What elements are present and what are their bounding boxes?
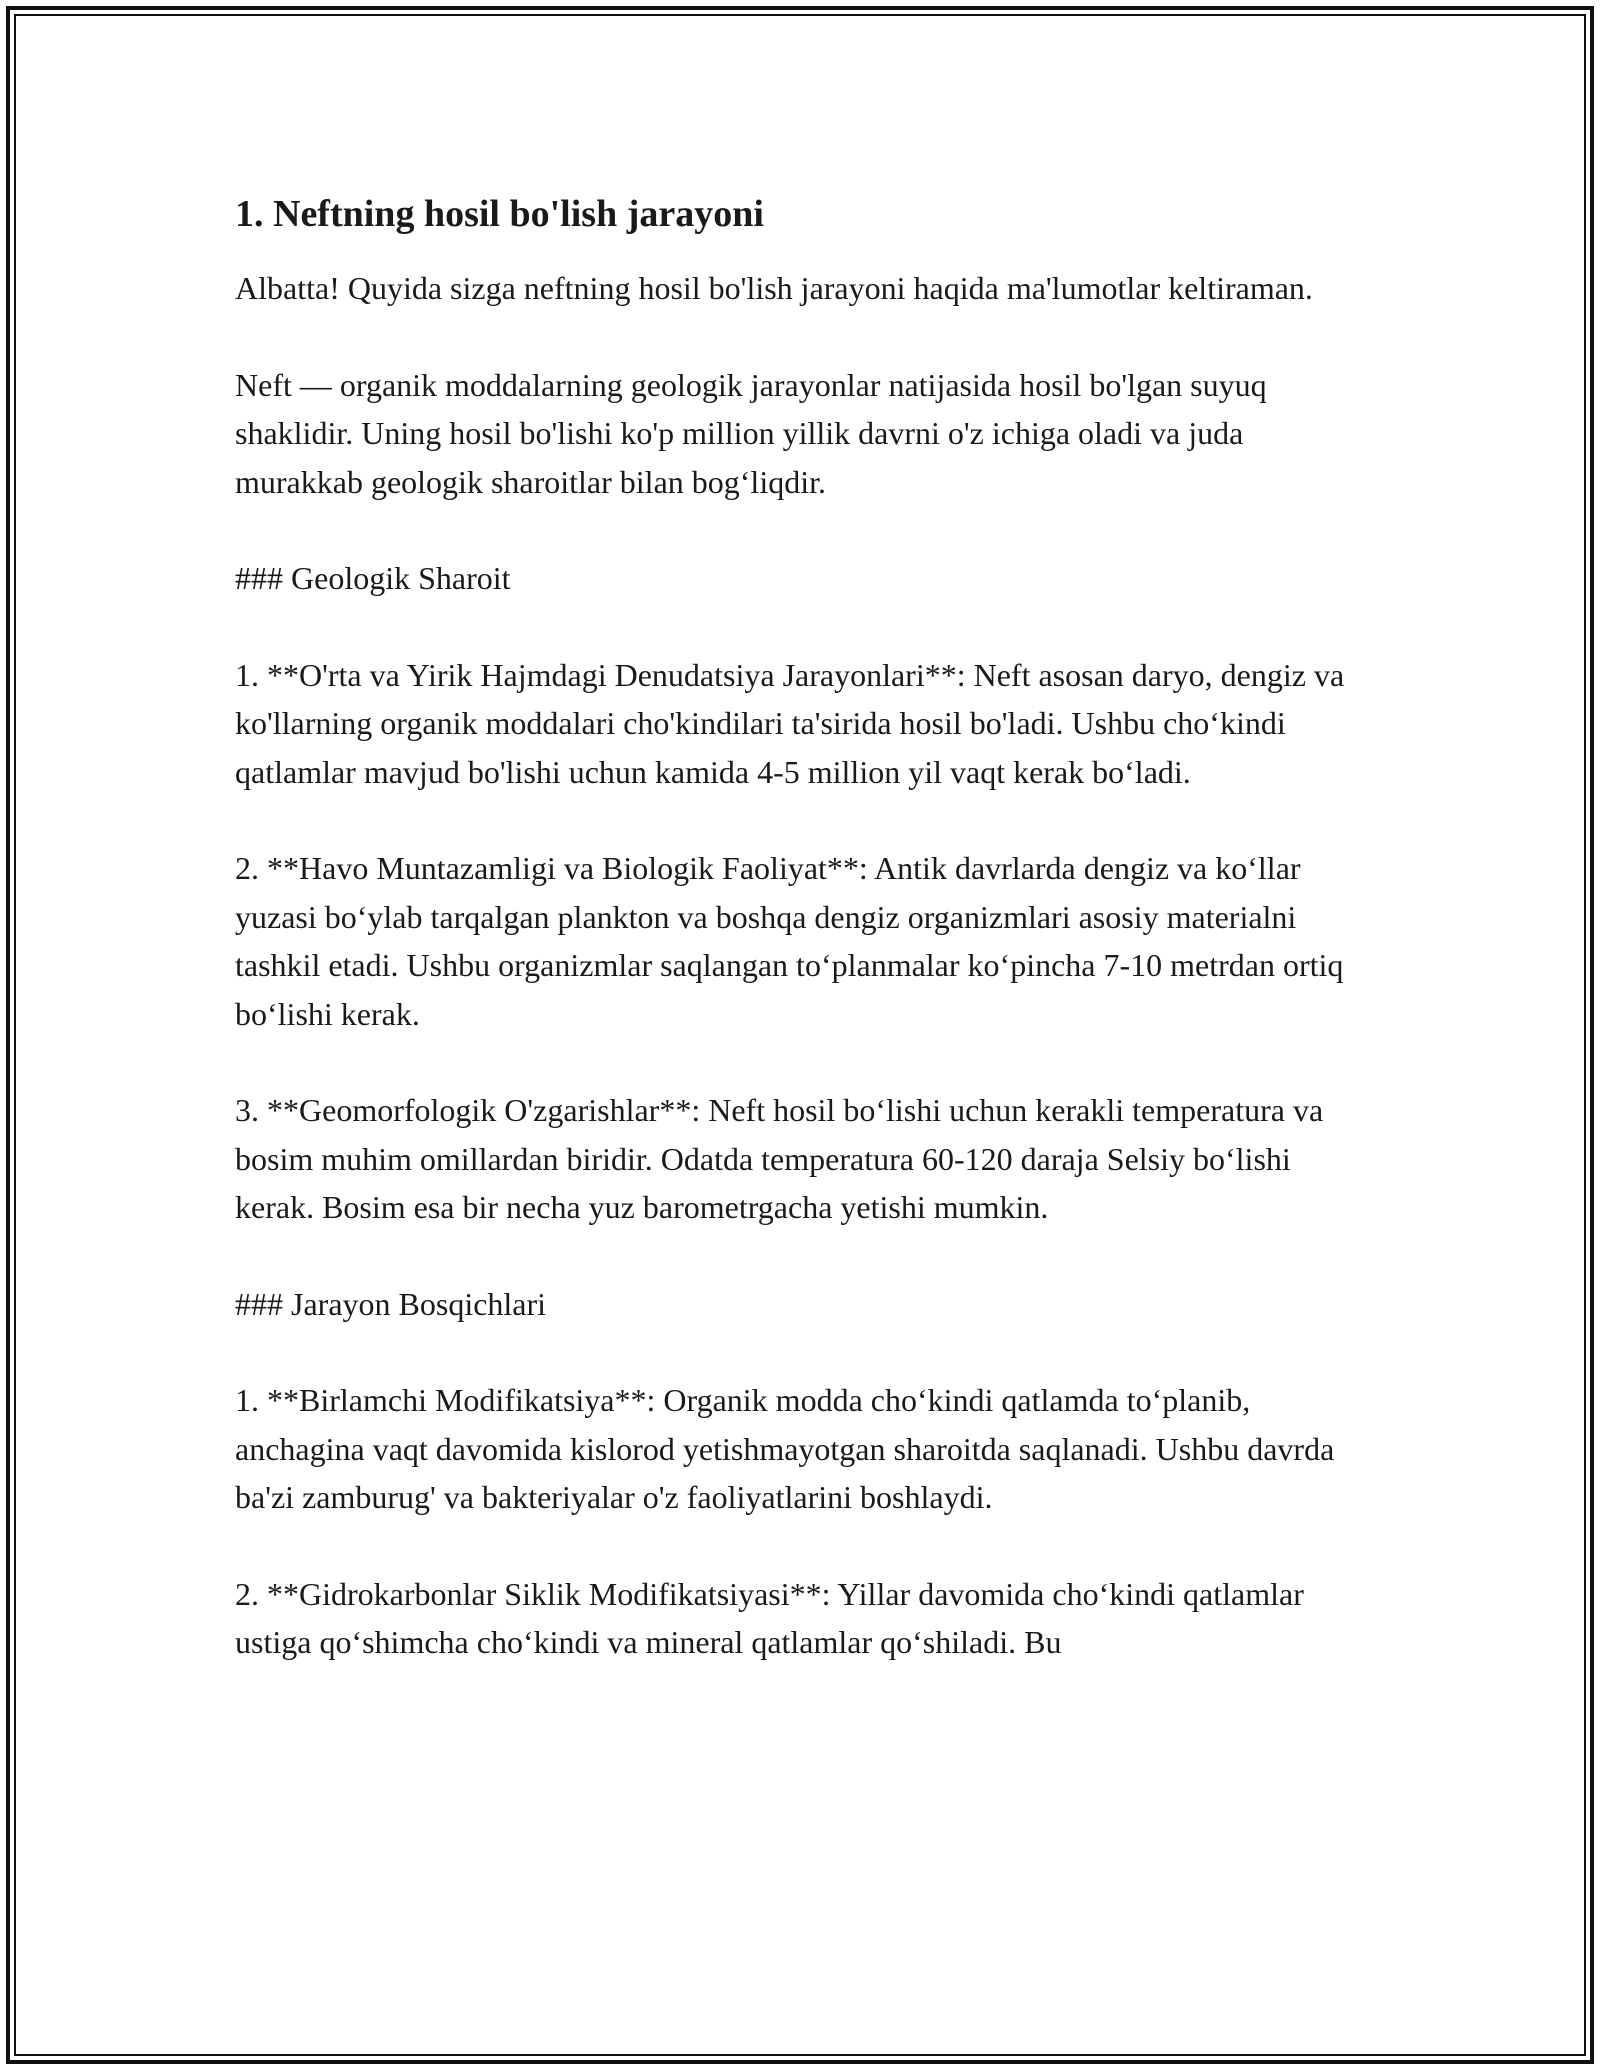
document-title: 1. Neftning hosil bo'lish jarayoni — [235, 193, 764, 235]
list-item-geomorfologik: 3. **Geomorfologik O'zgarishlar**: Neft hosil bo‘lishi uchun kerakli temperatura va bosim muhim omillardan biridir. Odatda temperatura 60-120 daraja Selsiy bo‘lishi kerak. Bosim esa bir necha yuz barometrgacha yetishi mumkin. — [235, 1092, 1324, 1225]
list-item-biologik-faoliyat: 2. **Havo Muntazamligi va Biologik Faoliyat**: Antik davrlarda dengiz va ko‘llar yuzasi bo‘ylab tarqalgan plankton va boshqa dengiz organizmlari asosiy materialni tashkil etadi. Ushbu organizmlar saqlangan to‘planmalar ko‘pincha 7-10 metrdan ortiq bo‘lishi kerak. — [235, 850, 1344, 1032]
document-body — [235, 184, 1375, 1715]
list-item-gidrokarbonlar: 2. **Gidrokarbonlar Siklik Modifikatsiyasi**: Yillar davomida cho‘kindi qatlamlar ustiga qo‘shimcha cho‘kindi va mineral qatlamlar qo‘shiladi. Bu — [235, 1575, 1304, 1660]
list-item-denudatsiya: 1. **O'rta va Yirik Hajmdagi Denudatsiya Jarayonlari**: Neft asosan daryo, dengiz va ko'llarning organik moddalari cho'kindilari ta'sirida hosil bo'ladi. Ushbu cho‘kindi qatlamlar mavjud bo'lishi uchun kamida 4-5 million yil vaqt kerak bo‘ladi. — [235, 656, 1345, 790]
list-item-birlamchi-modifikatsiya: 1. **Birlamchi Modifikatsiya**: Organik modda cho‘kindi qatlamda to‘planib, anchagina vaqt davomida kislorod yetishmayotgan sharoitda saqlanadi. Ushbu davrda ba'zi zamburug' va bakteriyalar o'z faoliyatlarini boshlaydi. — [235, 1382, 1335, 1515]
paragraph-intro: Albatta! Quyida sizga neftning hosil bo'lish jarayoni haqida ma'lumotlar keltiraman. — [235, 270, 1313, 306]
paragraph-definition: Neft — organik moddalarning geologik jarayonlar natijasida hosil bo'lgan suyuq shaklidir. Uning hosil bo'lishi ko'p million yillik davrni o'z ichiga oladi va juda murakkab geologik sharoitlar bilan bog‘liqdir. — [235, 366, 1267, 500]
section-heading-geologik-sharoit: ### Geologik Sharoit — [235, 560, 511, 596]
section-heading-jarayon-bosqichlari: ### Jarayon Bosqichlari — [235, 1285, 547, 1322]
